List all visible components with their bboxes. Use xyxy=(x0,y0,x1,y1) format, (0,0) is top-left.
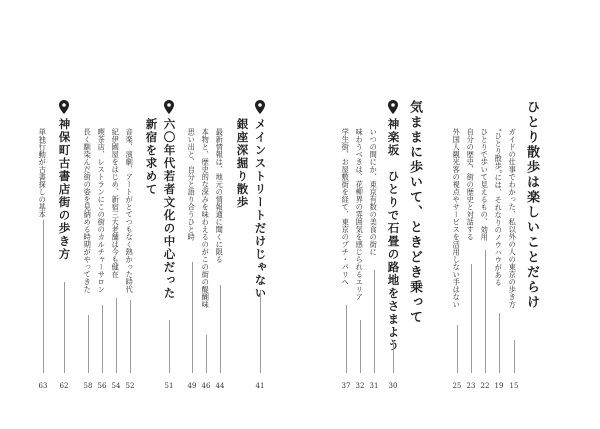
map-pin-icon xyxy=(164,100,174,114)
toc-item[interactable]: 喫茶店、レストランにこの街のカルチャーサロン xyxy=(97,128,107,293)
section-title-jimbocho[interactable]: 神保町古書店街の歩き方 xyxy=(57,118,72,261)
toc-item[interactable]: 長く馴染んだ街の姿を見納める時期がやってきた xyxy=(83,128,93,293)
page-number: 22 xyxy=(480,382,490,390)
section-title-main-street[interactable]: メインストリートだけじゃない xyxy=(253,118,268,300)
leader-rule xyxy=(116,298,117,373)
map-pin-icon xyxy=(388,100,398,114)
part-title-kimama: 気ままに歩いて、ときどき乗って xyxy=(407,100,422,325)
page-number: 25 xyxy=(452,382,462,390)
section-title-shinjuku-line2[interactable]: 新宿を求めて xyxy=(144,118,159,196)
leader-rule xyxy=(43,220,44,373)
leader-rule xyxy=(374,270,375,373)
toc-item[interactable]: ガイドの仕事でわかった、私以外の人の東京の歩き方 xyxy=(508,128,518,308)
page-number: 37 xyxy=(341,382,351,390)
page-number: 46 xyxy=(201,382,211,390)
page-number: 58 xyxy=(83,382,93,390)
leader-rule xyxy=(102,305,103,373)
page-number: 62 xyxy=(59,382,69,390)
toc-item[interactable]: 自分の歴史、街の歴史と対話する xyxy=(466,128,476,241)
page-number: 54 xyxy=(111,382,121,390)
leader-rule xyxy=(88,315,89,373)
leader-rule xyxy=(220,285,221,373)
page-number: 52 xyxy=(125,382,135,390)
page-number: 32 xyxy=(355,382,365,390)
leader-rule xyxy=(457,325,458,373)
leader-rule xyxy=(346,305,347,373)
toc-item[interactable]: 外国人観光客の視点やサービスを活用しない手はない xyxy=(452,128,462,308)
page-number: 41 xyxy=(255,382,265,390)
toc-item[interactable]: 単独行動が古書探しの基本 xyxy=(38,128,48,218)
leader-rule xyxy=(514,340,515,373)
leader-rule xyxy=(130,300,131,373)
leader-rule xyxy=(192,262,193,373)
toc-item[interactable]: 学生街、お屋敷街を経て、東京のプチ・パリへ xyxy=(341,128,351,286)
page-number: 63 xyxy=(38,382,48,390)
page-number: 56 xyxy=(97,382,107,390)
toc-item[interactable]: 味わうべきは、花柳界の雰囲気を感じられるエリア xyxy=(355,128,365,301)
section-title-ginza[interactable]: 銀座深掘り散歩 xyxy=(235,118,250,209)
toc-item[interactable]: 紀伊國屋をはじめ、新宿三大老舗は今も健在 xyxy=(111,128,121,278)
section-title-shinjuku[interactable]: 六〇年代若者文化の中心だった xyxy=(162,118,177,300)
map-pin-icon xyxy=(255,100,265,114)
page-number: 23 xyxy=(466,382,476,390)
leader-rule xyxy=(471,264,472,373)
page-number: 15 xyxy=(509,382,519,390)
leader-rule xyxy=(485,250,486,373)
page-number: 30 xyxy=(388,382,398,390)
toc-item[interactable]: 最新情報は、地元の情報通に聞くに限る xyxy=(215,128,225,263)
page-number: 49 xyxy=(187,382,197,390)
leader-rule xyxy=(260,290,261,373)
page-number: 51 xyxy=(164,382,174,390)
leader-rule xyxy=(169,320,170,373)
map-pin-icon xyxy=(59,100,69,114)
leader-rule xyxy=(64,282,65,373)
page-number: 19 xyxy=(494,382,504,390)
toc-item[interactable]: 思い出と、自分と語り合うひと時 xyxy=(187,128,197,241)
chapter-title-hitori-sanpo: ひとり散歩は楽しいことだらけ xyxy=(524,100,539,310)
leader-rule xyxy=(393,340,394,373)
leader-rule xyxy=(206,335,207,373)
toc-item[interactable]: ひとりで歩いて見えるもの、効用 xyxy=(480,128,490,241)
page-number: 44 xyxy=(215,382,225,390)
toc-item[interactable]: “ひとり散歩”には、それなりのノウハウがある xyxy=(494,128,504,286)
section-title-kagurazaka[interactable]: 神楽坂 ひとりで石畳の路地をさまよう xyxy=(386,118,401,352)
leader-rule xyxy=(360,320,361,373)
toc-item[interactable]: 音楽、演劇、アートがとてつもなく熱かった時代 xyxy=(125,128,135,293)
page-number: 31 xyxy=(369,382,379,390)
toc-item[interactable]: いつの間にか、東京有数の美食の街に xyxy=(369,128,379,256)
toc-item[interactable]: 本物と、歴史的な深みを味わえるのがこの街の醍醐味 xyxy=(201,128,211,308)
leader-rule xyxy=(499,313,500,373)
